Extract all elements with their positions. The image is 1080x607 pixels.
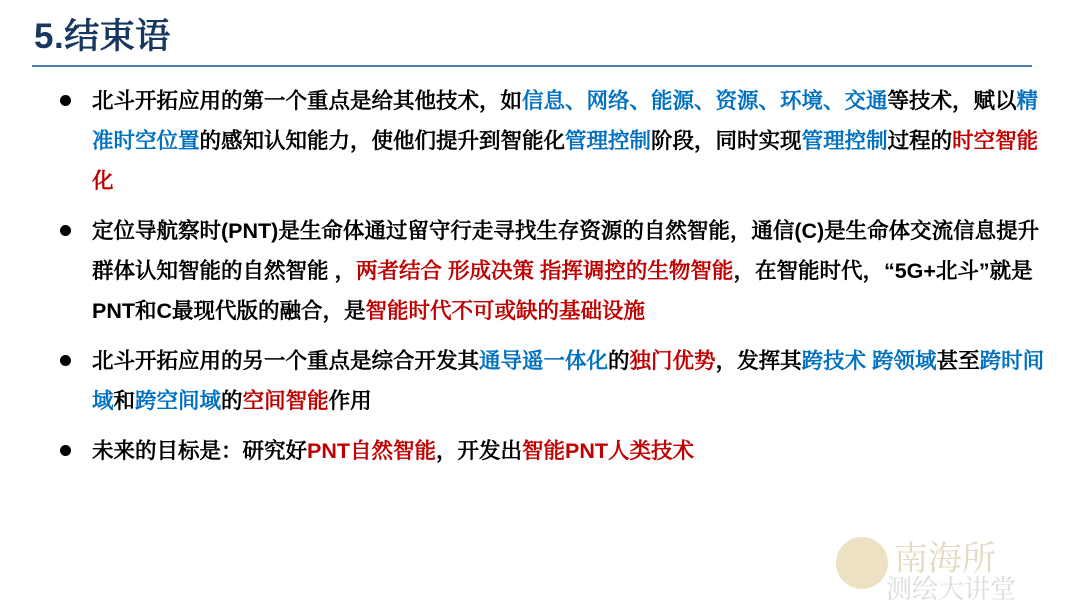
text-segment: 独门优势 xyxy=(629,348,716,373)
text-segment: ，在智能时代，“5G+北斗”就是PNT和C最现代版的融合，是 xyxy=(92,258,1033,323)
list-item xyxy=(30,211,1050,331)
bullet-dot-icon xyxy=(60,95,71,106)
text-segment: 跨技术 跨领域 xyxy=(801,348,937,373)
text-segment: 北斗开拓应用的第一个重点是给其他技术，如 xyxy=(92,88,523,113)
watermark-logo-text: 南海所 xyxy=(894,539,996,579)
text-segment: ，开发出 xyxy=(436,438,523,463)
text-segment: 的 xyxy=(608,348,630,373)
list-item xyxy=(30,81,1050,201)
text-segment: ，发挥其 xyxy=(715,348,802,373)
text-segment: 智能PNT人类技术 xyxy=(522,438,695,463)
text-segment: 作用 xyxy=(328,388,372,413)
text-segment: 两者结合 形成决策 指挥调控的生物智能 xyxy=(355,258,734,283)
text-segment: 通导遥一体化 xyxy=(479,348,609,373)
watermark-sub-text: 测绘大讲堂 xyxy=(886,575,1017,605)
list-item xyxy=(30,341,1050,421)
text-segment: 北斗开拓应用的另一个重点是综合开发其 xyxy=(92,348,480,373)
bullet-list xyxy=(30,81,1050,471)
text-segment: 等技术，赋以 xyxy=(887,88,1017,113)
text-segment: 跨时间域 xyxy=(92,348,1045,413)
text-segment: 阶段，同时实现 xyxy=(651,128,802,153)
text-segment: 和 xyxy=(113,388,136,413)
text-segment: 甚至 xyxy=(936,348,980,373)
list-item xyxy=(30,431,1050,471)
text-segment: 智能时代不可或缺的基础设施 xyxy=(365,298,646,323)
text-segment: 过程的 xyxy=(887,128,953,153)
text-segment: 信息、网络、能源、资源、环境、交通 xyxy=(522,88,888,113)
bullet-dot-icon xyxy=(60,445,71,456)
text-segment: 的 xyxy=(221,388,243,413)
page-title: 5.结束语 xyxy=(34,17,171,56)
text-segment: PNT自然智能 xyxy=(307,438,437,463)
text-segment: 跨空间域 xyxy=(135,388,222,413)
watermark-logo-icon xyxy=(836,537,888,589)
text-segment: 空间智能 xyxy=(242,388,329,413)
watermark xyxy=(836,525,1066,605)
text-segment: 定位导航察时(PNT)是生命体通过留守行走寻找生存资源的自然智能，通信(C)是生命体交流信息提升群体认知智能的自然智能 ， xyxy=(92,218,1040,283)
text-segment: 时空智能化 xyxy=(92,128,1039,193)
text-segment: 的感知认知能力，使他们提升到智能化 xyxy=(199,128,566,153)
bullet-dot-icon xyxy=(60,225,71,236)
text-segment: 未来的目标是：研究好 xyxy=(92,438,308,463)
text-segment: 管理控制 xyxy=(565,128,652,153)
text-segment: 管理控制 xyxy=(801,128,888,153)
title-divider xyxy=(32,65,1032,67)
bullet-dot-icon xyxy=(60,355,71,366)
text-segment: 精准时空位置 xyxy=(92,88,1039,153)
